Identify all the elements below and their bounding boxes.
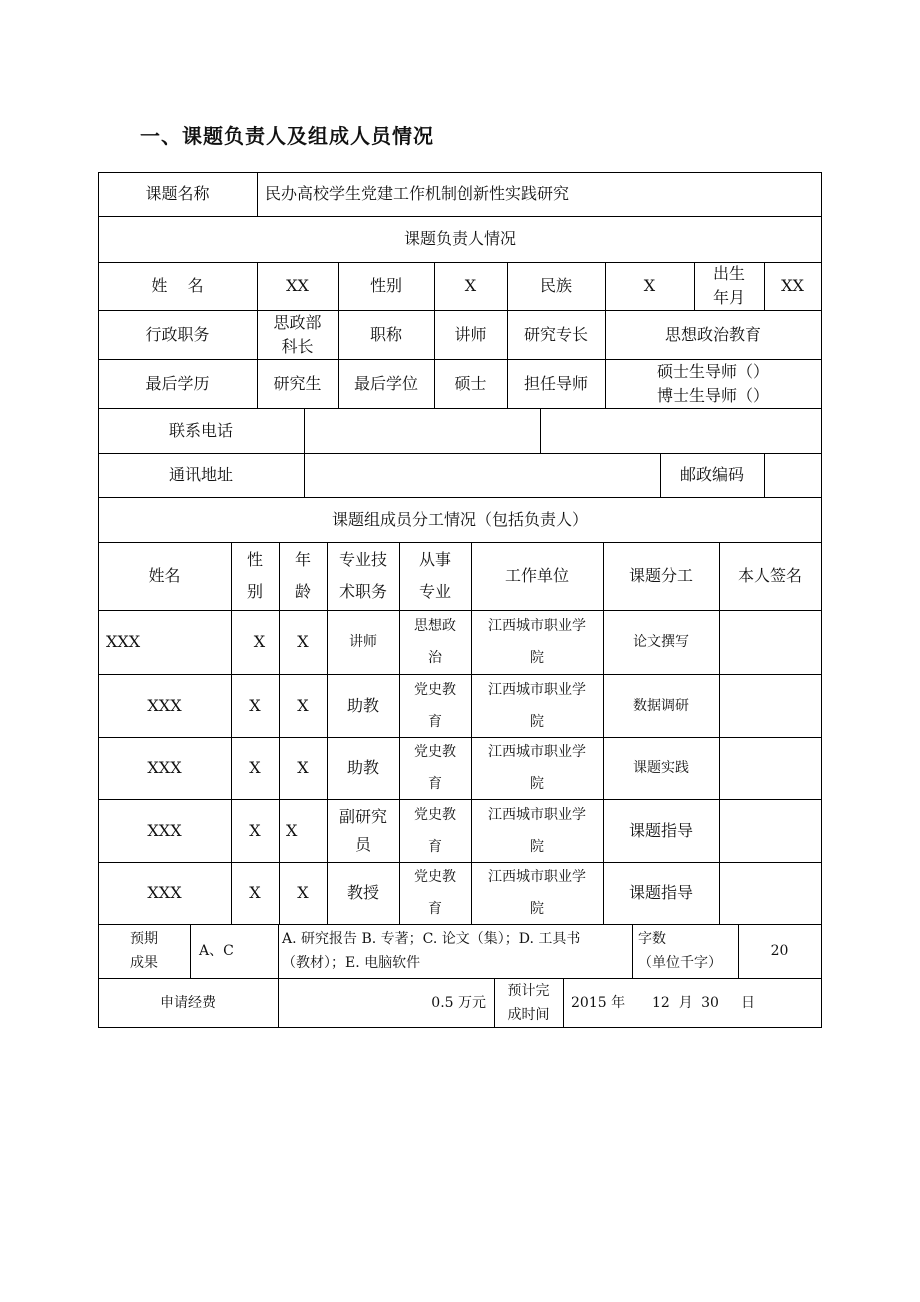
leader-ethnicity-label: 民族 — [539, 276, 572, 295]
outcome-label: 预期 成果 — [130, 931, 158, 971]
member-unit: 江西城市职业学 院 — [488, 681, 586, 730]
leader-gender-value: X — [464, 276, 477, 295]
member-age: X — [297, 758, 309, 777]
member-gender: X — [249, 758, 261, 777]
leader-specialty-label: 研究专长 — [523, 324, 588, 344]
members-header-field: 从事 专业 — [418, 550, 451, 601]
member-name: XXX — [147, 820, 182, 840]
leader-specialty-value: 思想政治教育 — [664, 324, 761, 344]
leader-edu-value: 研究生 — [273, 373, 322, 393]
finish-year: 2015 年 — [571, 995, 626, 1011]
member-age: X — [297, 883, 309, 902]
member-task: 课题实践 — [633, 760, 689, 776]
member-sign — [719, 862, 821, 924]
member-name: XXX — [147, 758, 182, 777]
leader-admin-label: 行政职务 — [145, 324, 210, 344]
member-name: XXX — [147, 883, 182, 902]
leader-degree-value: 硕士 — [454, 373, 487, 393]
member-tech: 讲师 — [349, 634, 377, 650]
members-header-age: 年 龄 — [294, 550, 311, 601]
member-gender: X — [253, 632, 266, 651]
member-field: 党史教 育 — [414, 869, 456, 917]
leader-name-value: XX — [286, 276, 309, 295]
member-age: X — [286, 820, 298, 840]
leader-phone-label: 联系电话 — [168, 420, 233, 440]
member-task: 论文撰写 — [633, 634, 689, 650]
leader-gender-label: 性别 — [369, 276, 402, 295]
outcome-words-label: 字数 （单位千字） — [638, 931, 722, 971]
leader-title-value: 讲师 — [454, 324, 487, 344]
project-name-value: 民办高校学生党建工作机制创新性实践研究 — [265, 184, 570, 203]
member-task: 课题指导 — [628, 820, 693, 840]
member-gender: X — [249, 820, 261, 840]
project-name-label: 课题名称 — [145, 184, 210, 203]
member-sign — [719, 799, 821, 862]
members-section-heading: 课题组成员分工情况（包括负责人） — [331, 509, 588, 529]
member-tech: 教授 — [346, 883, 379, 902]
leader-edu-label: 最后学历 — [145, 373, 210, 393]
funding-value: 0.5 万元 — [431, 995, 486, 1011]
leader-supervisor-value: 硕士生导师（） 博士生导师（） — [656, 361, 769, 405]
section-title: 一、课题负责人及组成人员情况 — [140, 124, 434, 148]
member-task: 课题指导 — [628, 883, 693, 902]
member-field: 思想政 治 — [414, 618, 456, 666]
outcome-words-value: 20 — [770, 943, 789, 959]
member-tech: 助教 — [346, 695, 379, 715]
leader-address-label: 通讯地址 — [168, 465, 233, 484]
members-header-gender: 性 别 — [246, 550, 263, 601]
outcome-value: A、C — [199, 943, 234, 959]
leader-birth-label: 出生 年月 — [712, 264, 745, 307]
member-age: X — [297, 695, 309, 715]
member-unit: 江西城市职业学 院 — [488, 618, 586, 666]
leader-section-heading: 课题负责人情况 — [403, 229, 516, 248]
leader-postcode-label: 邮政编码 — [679, 465, 744, 484]
member-gender: X — [249, 883, 261, 902]
member-sign — [719, 674, 821, 737]
member-sign — [719, 737, 821, 799]
members-header-unit: 工作单位 — [504, 566, 569, 585]
member-tech: 副研究 员 — [338, 806, 387, 854]
leader-admin-value: 思政部 科长 — [273, 312, 322, 356]
member-gender: X — [249, 695, 261, 715]
member-field: 党史教 育 — [414, 681, 456, 730]
member-unit: 江西城市职业学 院 — [488, 744, 586, 792]
outcome-options: A. 研究报告 B. 专著；C. 论文（集）；D. 工具书 （教材）；E. 电脑软件 — [282, 931, 581, 971]
finish-month: 12 月 — [652, 995, 693, 1011]
leader-supervisor-label: 担任导师 — [523, 373, 588, 393]
finish-day: 30 — [701, 995, 719, 1011]
leader-address-value — [304, 453, 660, 497]
finish-day-unit: 日 — [741, 995, 755, 1011]
leader-ethnicity-value: X — [643, 276, 656, 295]
members-header-sign: 本人签名 — [737, 566, 802, 585]
member-unit: 江西城市职业学 院 — [488, 806, 586, 855]
member-name: XXX — [106, 632, 141, 651]
leader-degree-label: 最后学位 — [353, 373, 418, 393]
leader-phone-value — [304, 408, 540, 453]
member-tech: 助教 — [346, 758, 379, 777]
member-task: 数据调研 — [633, 697, 689, 714]
member-sign — [719, 610, 821, 674]
funding-label: 申请经费 — [160, 995, 216, 1011]
leader-title-label: 职称 — [369, 324, 402, 344]
finish-time-label: 预计完 成时间 — [507, 983, 550, 1023]
member-field: 党史教 育 — [414, 806, 456, 855]
leader-birth-value: XX — [781, 276, 804, 295]
member-unit: 江西城市职业学 院 — [488, 869, 586, 917]
members-header-name: 姓名 — [148, 566, 181, 585]
member-name: XXX — [147, 695, 182, 715]
leader-name-label: 姓 名 — [151, 276, 204, 295]
members-header-tech: 专业技 术职务 — [338, 550, 387, 601]
leader-postcode-value — [764, 453, 821, 497]
member-field: 党史教 育 — [414, 744, 456, 792]
member-age: X — [297, 632, 309, 651]
members-header-task: 课题分工 — [628, 566, 693, 585]
